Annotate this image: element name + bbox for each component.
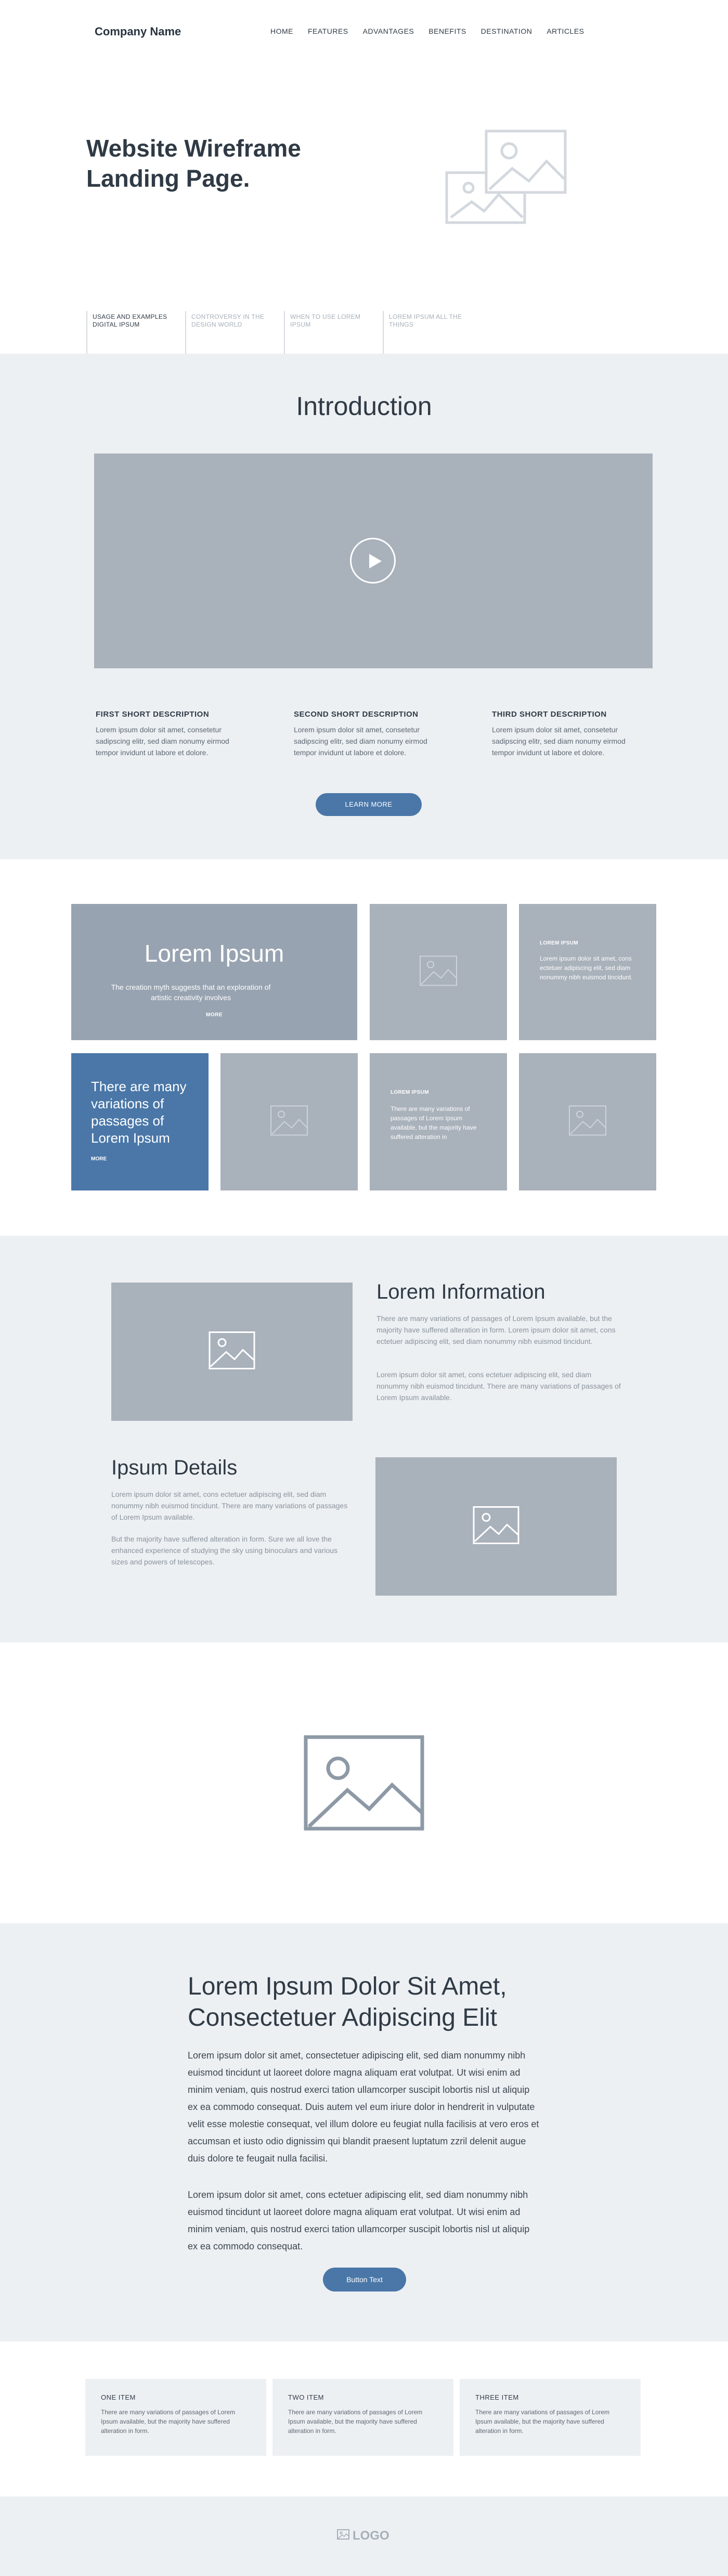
footer-logo[interactable] <box>337 2529 389 2543</box>
description-1 <box>96 710 246 758</box>
info-paragraph: But the majority have suffered alteration in form. Sure we all love the enhanced experience of studying the sky using binoculars and various sizes and powers of telescopes. <box>111 1535 338 1566</box>
more-link[interactable]: MORE <box>206 1012 223 1018</box>
article-title-line2: Consectetuer Adipiscing Elit <box>188 2004 497 2031</box>
image-placeholder-icon <box>337 2529 349 2543</box>
image-placeholder-icon <box>270 1105 308 1139</box>
nav-item-features[interactable]: FEATURES <box>308 27 348 35</box>
card-text: There are many variations of passages of Lorem Ipsum available, but the majority have suffered alteration in form. <box>288 2409 423 2435</box>
feature-tile-big[interactable] <box>71 904 357 1040</box>
info-title-1: Lorem Information <box>376 1280 545 1303</box>
nav-item-home[interactable]: HOME <box>270 27 293 35</box>
footer <box>0 2496 728 2576</box>
intro-title: Introduction <box>296 392 432 421</box>
item-card-1[interactable] <box>85 2379 266 2456</box>
logo-text: LOGO <box>353 2529 389 2543</box>
description-title: FIRST SHORT DESCRIPTION <box>96 710 210 719</box>
card-text: There are many variations of passages of Lorem Ipsum available, but the majority have suffered alteration in form. <box>475 2409 610 2435</box>
hero-title-line2: Landing Page. <box>86 165 250 192</box>
text-tile-2[interactable] <box>370 1053 507 1190</box>
tab-controversy[interactable] <box>185 311 284 354</box>
tab-label-line2: DESIGN WORLD <box>191 321 242 328</box>
tab-label-line1: CONTROVERSY IN THE <box>191 313 265 320</box>
image-tile[interactable] <box>519 1053 656 1190</box>
article-title <box>188 1971 552 2034</box>
hero-title-line1: Website Wireframe <box>86 135 301 162</box>
article-title-line1: Lorem Ipsum Dolor Sit Amet, <box>188 1973 507 2000</box>
image-placeholder-icon <box>445 129 569 228</box>
image-tile[interactable] <box>220 1053 358 1190</box>
info-image-2 <box>375 1457 617 1596</box>
tab-label-line1: LOREM IPSUM ALL THE <box>389 313 462 320</box>
tab-usage-examples[interactable] <box>86 311 185 354</box>
topic-tabs <box>86 311 482 354</box>
tile-title: There are many variations of passages of Lorem Ipsum <box>91 1079 187 1146</box>
image-placeholder-icon <box>209 1331 255 1373</box>
nav-item-benefits[interactable]: BENEFITS <box>428 27 466 35</box>
info-paragraph: There are many variations of passages of Lorem Ipsum available, but the majority have suffered alteration in form. Lorem ipsum dolor sit amet, cons ectetuer adipiscing elit, sed diam nonummy nibh euismod tincidunt. <box>376 1314 616 1345</box>
tile-text: There are many variations of passages of Lorem Ipsum available, but the majority have suffered alteration in <box>391 1105 477 1141</box>
card-title: TWO ITEM <box>288 2393 324 2401</box>
nav-item-articles[interactable]: ARTICLES <box>547 27 584 35</box>
nav-item-advantages[interactable]: ADVANTAGES <box>362 27 414 35</box>
nav-item-destination[interactable]: DESTINATION <box>480 27 532 35</box>
item-card-3[interactable] <box>460 2379 641 2456</box>
tab-label-line1: WHEN TO USE LOREM <box>290 313 361 320</box>
tab-when-to-use[interactable] <box>284 311 383 354</box>
description-3 <box>492 710 643 758</box>
info-paragraph: Lorem ipsum dolor sit amet, cons ectetuer adipiscing elit, sed diam nonummy nibh euismod tincidunt. There are many variations of passages of Lorem Ipsum available. <box>376 1370 621 1402</box>
tile-text: The creation myth suggests that an exploration of artistic creativity involves <box>111 983 271 1002</box>
nav-menu <box>270 27 599 35</box>
article-paragraph: Lorem ipsum dolor sit amet, cons ectetuer adipiscing elit, sed diam nonummy nibh euismod tincidunt ut laoreet dolore magna aliquam erat volutpat. Ut wisi enim ad minim veniam, quis nostrud exerci tation ullamcorper suscipit lobortis nisl ut aliquip ex ea commodo consequat. <box>188 2190 530 2251</box>
description-2 <box>294 710 445 758</box>
button-text[interactable]: Button Text <box>323 2268 406 2292</box>
tab-label-line2: DIGITAL IPSUM <box>93 321 140 328</box>
card-text: There are many variations of passages of Lorem Ipsum available, but the majority have suffered alteration in form. <box>101 2409 236 2435</box>
info-image-1 <box>111 1283 353 1421</box>
top-nav <box>0 0 728 67</box>
video-player[interactable] <box>94 454 653 668</box>
description-text: Lorem ipsum dolor sit amet, consetetur sadipscing elitr, sed diam nonumy eirmod tempor invidunt ut labore et dolore. <box>294 726 427 757</box>
item-card-2[interactable] <box>272 2379 453 2456</box>
text-tile-1[interactable] <box>519 904 656 1040</box>
tab-all-the-things[interactable] <box>383 311 482 354</box>
image-placeholder-icon <box>419 955 458 989</box>
description-text: Lorem ipsum dolor sit amet, consetetur sadipscing elitr, sed diam nonumy eirmod tempor invidunt ut labore et dolore. <box>492 726 626 757</box>
description-title: SECOND SHORT DESCRIPTION <box>294 710 419 719</box>
image-tile[interactable] <box>370 904 507 1040</box>
info-section-bg <box>0 1236 728 1642</box>
card-title: THREE ITEM <box>475 2393 519 2401</box>
card-title: ONE ITEM <box>101 2393 136 2401</box>
tab-label-line2: IPSUM <box>290 321 311 328</box>
article-paragraph: Lorem ipsum dolor sit amet, consectetuer adipiscing elit, sed diam nonummy nibh euismod tincidunt ut laoreet dolore magna aliquam erat volutpat. Ut wisi enim ad minim veniam, quis nostrud exerci tation ullamcorper suscipit lobortis nisl ut aliquip ex ea commodo consequat. Duis autem vel eum iriure dolor in hendrerit in vulputate velit esse molestie consequat, vel illum dolore eu feugiat nulla facilisis at vero eros et accumsan et iusto odio dignissim qui blandit praesent luptatum zzril delenit augue duis dolore te feugait nulla facilisi. <box>188 2050 539 2164</box>
tile-title: LOREM IPSUM <box>391 1090 429 1095</box>
image-placeholder-icon <box>568 1105 607 1139</box>
tab-label-line2: THINGS <box>389 321 414 328</box>
hero-title <box>86 133 336 193</box>
description-title: THIRD SHORT DESCRIPTION <box>492 710 607 719</box>
highlight-tile[interactable] <box>71 1053 209 1190</box>
tab-label-line1: USAGE AND EXAMPLES <box>93 313 167 320</box>
more-link[interactable]: MORE <box>91 1156 107 1162</box>
info-paragraph: Lorem ipsum dolor sit amet, cons ectetuer adipiscing elit, sed diam nonummy nibh euismod tincidunt. There are many variations of passages of Lorem Ipsum available. <box>111 1490 348 1521</box>
brand-name[interactable]: Company Name <box>95 25 181 38</box>
info-title-2: Ipsum Details <box>111 1456 238 1479</box>
learn-more-button[interactable]: LEARN MORE <box>316 793 422 816</box>
image-placeholder-icon <box>473 1506 519 1547</box>
image-placeholder-icon <box>304 1735 424 1833</box>
tile-text: Lorem ipsum dolor sit amet, cons ectetuer adipiscing elit, sed diam nonummy nibh euismod tincidunt. <box>540 955 633 981</box>
description-text: Lorem ipsum dolor sit amet, consetetur sadipscing elitr, sed diam nonumy eirmod tempor invidunt ut labore et dolore. <box>96 726 229 757</box>
tile-title: Lorem Ipsum <box>144 940 284 967</box>
play-icon[interactable] <box>350 538 396 584</box>
tile-title: LOREM IPSUM <box>540 940 578 946</box>
